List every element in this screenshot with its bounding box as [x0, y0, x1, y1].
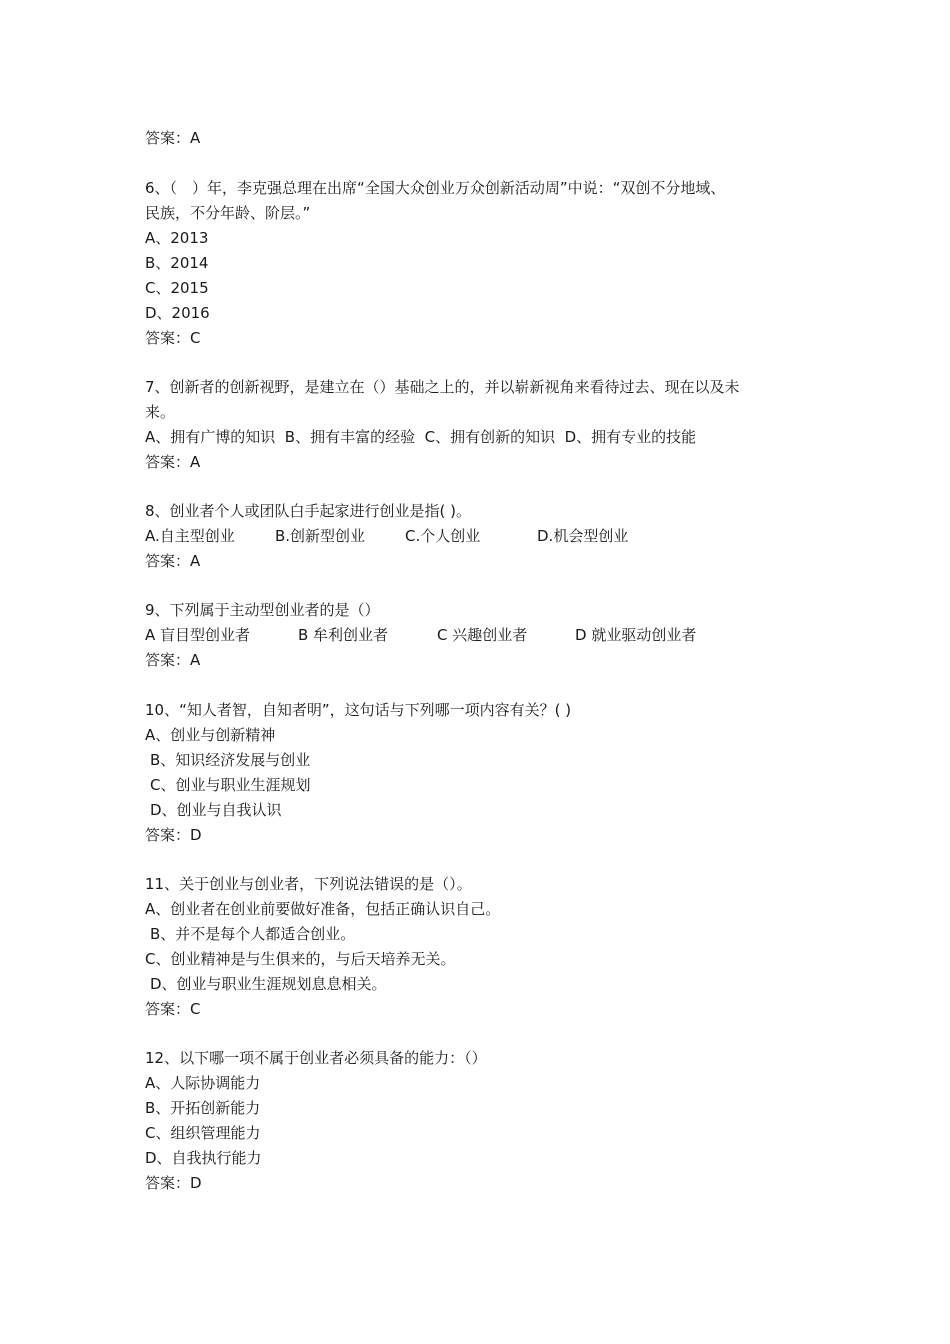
answer-prev: 答案：A	[145, 129, 201, 147]
q11-option-c: C、创业精神是与生俱来的，与后天培养无关。	[145, 950, 456, 968]
q11-option-d: D、创业与职业生涯规划息息相关。	[150, 975, 387, 993]
q11-answer: 答案：C	[145, 1000, 201, 1018]
q6-option-a: A、2013	[145, 229, 209, 247]
q11-option-b: B、并不是每个人都适合创业。	[150, 925, 356, 943]
q7-answer: 答案：A	[145, 453, 201, 471]
q9-option-a: A 盲目型创业者	[145, 626, 251, 644]
q6-option-c: C、2015	[145, 279, 209, 297]
q12-option-c: C、组织管理能力	[145, 1124, 261, 1142]
q10-option-c: C、创业与职业生涯规划	[150, 776, 311, 794]
q7-options: A、拥有广博的知识 B、拥有丰富的经验 C、拥有创新的知识 D、拥有专业的技能	[145, 428, 697, 446]
q9-answer: 答案：A	[145, 651, 201, 669]
q10-question: 10、“知人者智，自知者明”，这句话与下列哪一项内容有关？( )	[145, 701, 572, 719]
q9-option-c: C 兴趣创业者	[437, 626, 528, 644]
q8-option-c: C.个人创业	[405, 527, 481, 545]
q8-option-a: A.自主型创业	[145, 527, 235, 545]
q10-option-b: B、知识经济发展与创业	[150, 751, 311, 769]
q6-question-line2: 民族，不分年龄、阶层。”	[145, 204, 311, 222]
q10-answer: 答案：D	[145, 826, 202, 844]
q7-question-line2: 来。	[145, 403, 176, 421]
q8-answer: 答案：A	[145, 552, 201, 570]
q10-option-a: A、创业与创新精神	[145, 726, 276, 744]
q12-option-b: B、开拓创新能力	[145, 1099, 261, 1117]
q9-question: 9、下列属于主动型创业者的是（）	[145, 601, 380, 619]
q8-option-d: D.机会型创业	[537, 527, 629, 545]
q6-question-line1: 6、（ ）年，李克强总理在出席“全国大众创业万众创新活动周”中说：“双创不分地域、	[145, 179, 726, 197]
q12-answer: 答案：D	[145, 1174, 202, 1192]
q6-answer: 答案：C	[145, 329, 201, 347]
q8-question: 8、创业者个人或团队白手起家进行创业是指( )。	[145, 502, 472, 520]
q6-option-d: D、2016	[145, 304, 210, 322]
q8-option-b: B.创新型创业	[275, 527, 366, 545]
q12-option-d: D、自我执行能力	[145, 1149, 262, 1167]
q6-option-b: B、2014	[145, 254, 209, 272]
q11-option-a: A、创业者在创业前要做好准备，包括正确认识自己。	[145, 900, 501, 918]
q10-option-d: D、创业与自我认识	[150, 801, 282, 819]
q7-question-line1: 7、创新者的创新视野，是建立在（）基础之上的，并以崭新视角来看待过去、现在以及未	[145, 378, 740, 396]
q9-option-d: D 就业驱动创业者	[575, 626, 697, 644]
q12-question: 12、以下哪一项不属于创业者必须具备的能力：（）	[145, 1049, 487, 1067]
q12-option-a: A、人际协调能力	[145, 1074, 261, 1092]
q11-question: 11、关于创业与创业者，下列说法错误的是（）。	[145, 875, 472, 893]
q9-option-b: B 牟利创业者	[298, 626, 389, 644]
